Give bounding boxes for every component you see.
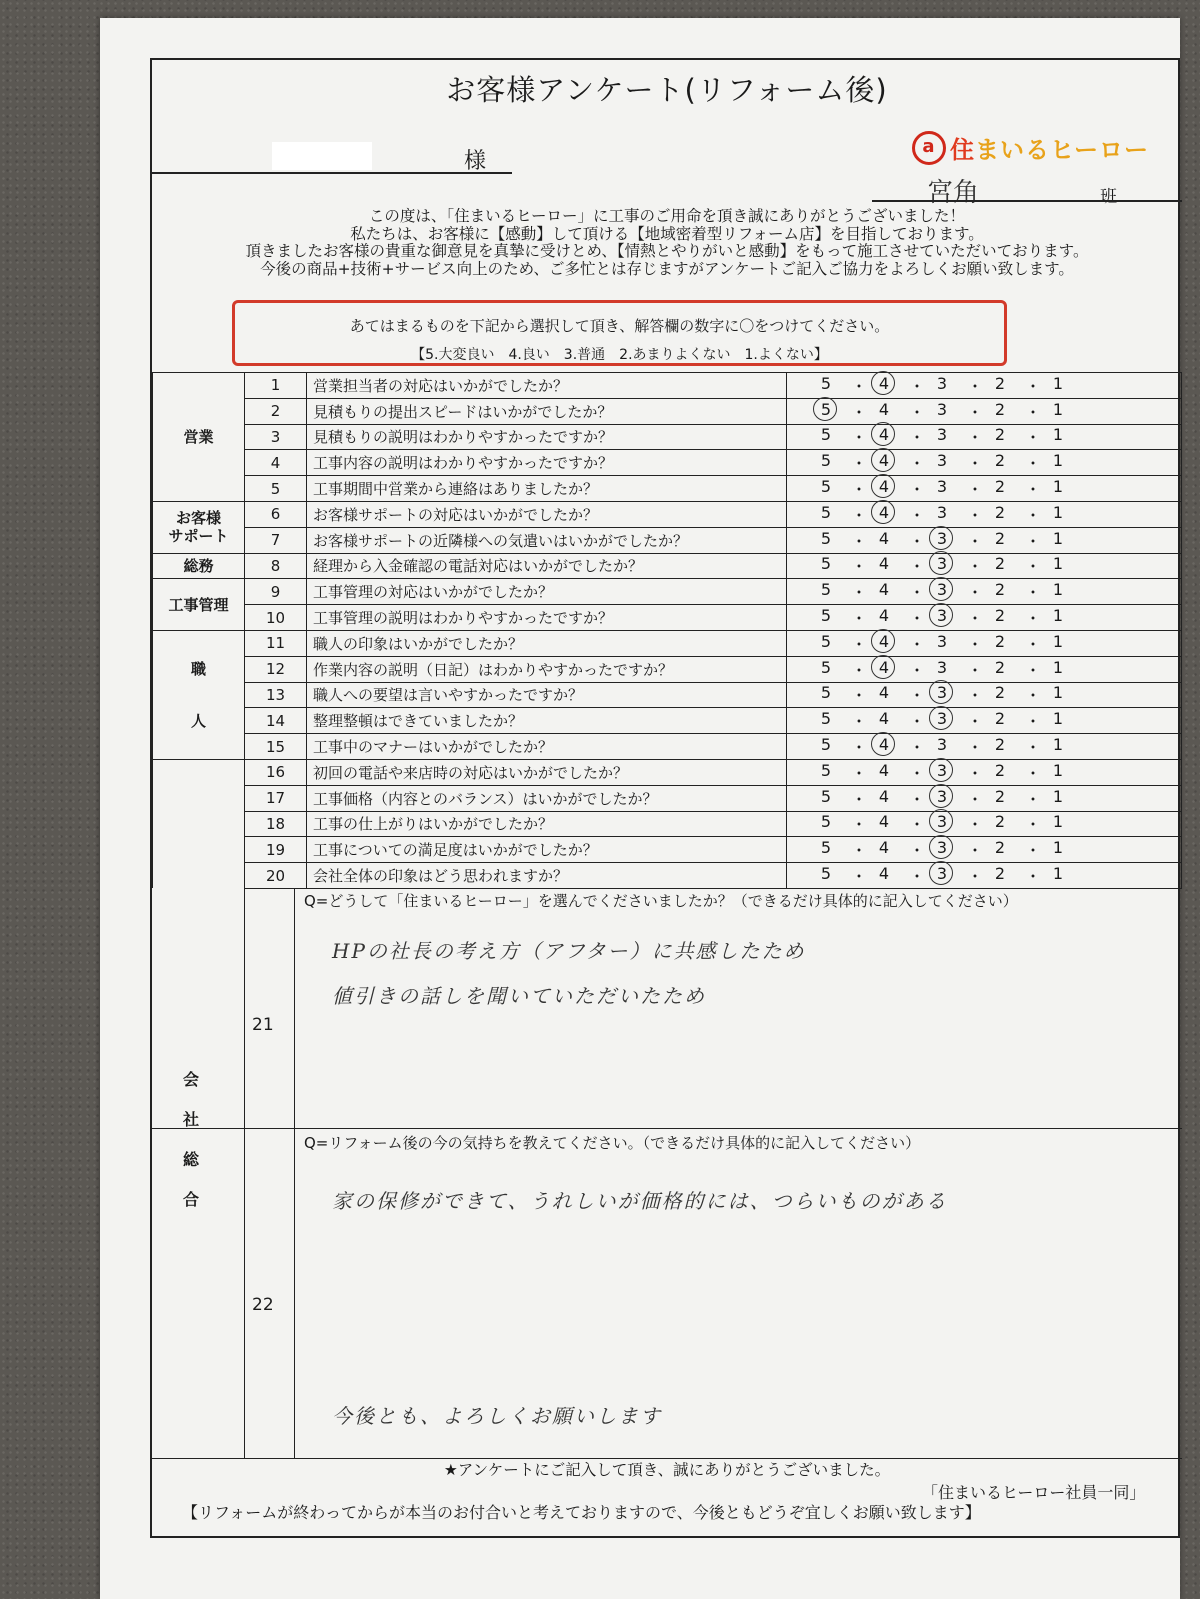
rating-option-selected[interactable]: 3: [933, 812, 951, 835]
question-text: お客様サポートの近隣様への気遣いはいかがでしたか？: [307, 527, 787, 553]
scale-separator: ・: [851, 402, 868, 422]
question-text: お客様サポートの対応はいかがでしたか？: [307, 501, 787, 527]
question-row: [153, 863, 1182, 889]
question-number: 11: [245, 630, 307, 656]
rating-option[interactable]: 1: [1052, 760, 1064, 780]
rating-option[interactable]: 2: [994, 502, 1006, 522]
rating-scale: [787, 759, 1182, 785]
rating-option-selected[interactable]: 4: [875, 632, 893, 655]
scale-separator: ・: [909, 763, 926, 783]
rating-option[interactable]: 2: [994, 812, 1006, 832]
question-number: 20: [245, 863, 307, 889]
rating-option[interactable]: 2: [994, 425, 1006, 445]
rating-option[interactable]: 5: [820, 373, 832, 393]
rating-option[interactable]: 2: [994, 477, 1006, 497]
rating-option[interactable]: 4: [878, 864, 890, 884]
scale-separator: ・: [909, 583, 926, 603]
scale-separator: ・: [967, 505, 984, 525]
category-label: 営業: [153, 373, 245, 502]
question-number: 16: [245, 759, 307, 785]
scale-separator: ・: [851, 376, 868, 396]
question-number: 18: [245, 811, 307, 837]
rating-option-selected[interactable]: 3: [933, 554, 951, 577]
rating-scale: [787, 708, 1182, 734]
scale-separator: ・: [1025, 376, 1042, 396]
rating-option[interactable]: 4: [878, 709, 890, 729]
question-text: 工事管理の説明はわかりやすかったですか？: [307, 605, 787, 631]
scale-separator: ・: [967, 763, 984, 783]
rating-option[interactable]: 4: [878, 760, 890, 780]
rating-option[interactable]: 5: [820, 812, 832, 832]
scale-separator: ・: [909, 505, 926, 525]
rating-option[interactable]: 3: [936, 451, 948, 471]
rating-option-selected[interactable]: 3: [933, 580, 951, 603]
question-text: 工事についての満足度はいかがでしたか？: [307, 837, 787, 863]
logo-mark-icon: a: [912, 131, 946, 165]
scale-separator: ・: [909, 428, 926, 448]
rating-scale: [787, 553, 1182, 579]
scale-separator: ・: [967, 789, 984, 809]
question-number: 13: [245, 682, 307, 708]
scale-separator: ・: [967, 660, 984, 680]
rating-option[interactable]: 1: [1052, 554, 1064, 574]
question-number: 5: [245, 476, 307, 502]
question-number: 1: [245, 373, 307, 399]
rating-option-selected[interactable]: 5: [817, 400, 835, 423]
scale-separator: ・: [851, 634, 868, 654]
scale-separator: ・: [851, 480, 868, 500]
scale-separator: ・: [1025, 789, 1042, 809]
answer-21-line-1: HPの社長の考え方（アフター）に共感したため: [332, 939, 806, 963]
question-row: [153, 656, 1182, 682]
rating-option[interactable]: 1: [1052, 631, 1064, 651]
rating-option[interactable]: 2: [994, 786, 1006, 806]
rating-option[interactable]: 1: [1052, 657, 1064, 677]
scale-separator: ・: [1025, 634, 1042, 654]
scale-separator: ・: [851, 686, 868, 706]
rating-option-selected[interactable]: 4: [875, 374, 893, 397]
scale-separator: ・: [909, 376, 926, 396]
scale-separator: ・: [851, 583, 868, 603]
question-row: [153, 398, 1182, 424]
scale-separator: ・: [967, 686, 984, 706]
rating-option[interactable]: 5: [820, 838, 832, 858]
rating-option[interactable]: 1: [1052, 451, 1064, 471]
rating-option-selected[interactable]: 3: [933, 787, 951, 810]
question-text: 職人への要望は言いやすかったですか？: [307, 682, 787, 708]
rating-option[interactable]: 2: [994, 735, 1006, 755]
rating-option[interactable]: 1: [1052, 399, 1064, 419]
question-row: [153, 837, 1182, 863]
scale-separator: ・: [1025, 867, 1042, 887]
scale-separator: ・: [851, 531, 868, 551]
rating-option[interactable]: 3: [936, 399, 948, 419]
rating-option[interactable]: 5: [820, 580, 832, 600]
scale-separator: ・: [909, 634, 926, 654]
scale-separator: ・: [967, 402, 984, 422]
rating-option[interactable]: 2: [994, 554, 1006, 574]
customer-name-line: [152, 172, 512, 174]
rating-option[interactable]: 4: [878, 786, 890, 806]
question-row: [153, 553, 1182, 579]
customer-name-redacted: [272, 142, 372, 170]
scale-separator: ・: [851, 557, 868, 577]
scale-separator: ・: [1025, 428, 1042, 448]
scale-separator: ・: [909, 789, 926, 809]
scale-separator: ・: [1025, 686, 1042, 706]
question-row: [153, 682, 1182, 708]
scale-separator: ・: [1025, 402, 1042, 422]
scale-separator: ・: [1025, 454, 1042, 474]
scale-separator: ・: [1025, 609, 1042, 629]
rating-option[interactable]: 5: [820, 864, 832, 884]
rating-option-selected[interactable]: 4: [875, 735, 893, 758]
rating-scale: [787, 527, 1182, 553]
rating-option[interactable]: 2: [994, 373, 1006, 393]
rating-option-selected[interactable]: 4: [875, 658, 893, 681]
rating-option-selected[interactable]: 3: [933, 761, 951, 784]
survey-title: お客様アンケート(リフォーム後): [446, 73, 888, 107]
rating-scale: [787, 501, 1182, 527]
rating-scale: [787, 373, 1182, 399]
rating-option[interactable]: 4: [878, 580, 890, 600]
category-label: お客様 サポート: [153, 501, 245, 553]
rating-option[interactable]: 2: [994, 864, 1006, 884]
scale-separator: ・: [967, 609, 984, 629]
rating-option[interactable]: 2: [994, 451, 1006, 471]
rating-option[interactable]: 3: [936, 735, 948, 755]
category-label: 職 人: [153, 630, 245, 759]
team-line: [872, 200, 1182, 202]
answer-22-line-1: 家の保修ができて、うれしいが価格的には、つらいものがある: [332, 1189, 948, 1213]
rating-option[interactable]: 4: [878, 683, 890, 703]
scale-separator: ・: [967, 841, 984, 861]
scale-separator: ・: [967, 583, 984, 603]
scale-separator: ・: [851, 789, 868, 809]
scale-separator: ・: [1025, 505, 1042, 525]
rating-option-selected[interactable]: 3: [933, 529, 951, 552]
rating-option[interactable]: 1: [1052, 838, 1064, 858]
rating-option-selected[interactable]: 3: [933, 838, 951, 861]
question-row: [153, 605, 1182, 631]
scale-separator: ・: [851, 609, 868, 629]
question-text: 作業内容の説明（日記）はわかりやすかったですか？: [307, 656, 787, 682]
rating-option[interactable]: 2: [994, 528, 1006, 548]
question-row: [153, 734, 1182, 760]
rating-option[interactable]: 2: [994, 838, 1006, 858]
rating-option[interactable]: 3: [936, 373, 948, 393]
rating-scale: [787, 476, 1182, 502]
scale-separator: ・: [967, 480, 984, 500]
rating-option-selected[interactable]: 4: [875, 477, 893, 500]
scale-separator: ・: [851, 505, 868, 525]
question-row: [153, 501, 1182, 527]
survey-frame: お客様アンケート(リフォーム後) 様 a 住まいるヒーロー 宮角 班 この度は、「住まいるヒーロー」に工事のご用命を頂き誠にありがとうございました！ 私たちは、お客様に【感動】して頂ける【地域密着型リフォーム店】を目指しております。 頂きましたお客様の貴重な御意見を真摯に受けとめ、【情熱とやりがいと感動】をもって施工させていただいております。 今後の商品+技術+サービス向上のため、ご多忙とは存じますがアンケートご記入ご協力をよろしくお願い致します。 あてはまるものを下記から選択して頂き、解答欄の数字に〇をつけてください。 【5.大変良い 4.良い 3.普通 2.あまりよくない 1.よくない】 営業 1 営業担当者の対応はいかがでしたか？ 5 ・ 4 ・ 3 ・ 2 ・ 1 2 見積もりの提出スピードはいかがでしたか？ 5 ・ 4 ・ 3 ・ 2 ・ 1 3 見積もりの説明はわかりやすかったですか？ 5 ・ 4 ・ 3 ・ 2 ・ 1 4 工事内容の説明はわかりやすかったですか？ 5 ・ 4 ・ 3 ・ 2 ・ 1 5 工事期間中営業から連絡はありましたか？ 5 ・ 4 ・ 3 ・ 2 ・ 1 お客様 サポート 6 お客様サポートの対応はいかがでしたか？ 5 ・ 4 ・ 3 ・ 2 ・ 1 7 お客様サポートの近隣様への気遣いはいかがでしたか？ 5 ・ 4 ・ 3 ・ 2 ・ 1 総務 8 経理から入金確認の電話対応はいかがでしたか？ 5 ・ 4 ・ 3 ・ 2 ・ 1 工事管理 9 工事管理の対応はいかがでしたか？ 5 ・ 4 ・ 3 ・ 2 ・ 1 10 工事管理の説明はわかりやすかったですか？ 5 ・ 4 ・ 3 ・ 2 ・ 1 職 人 11 職人の印象はいかがでしたか？ 5 ・ 4 ・ 3 ・ 2 ・ 1 12 作業内容の説明（日記）はわかりやすかったですか？ 5 ・ 4 ・ 3 ・ 2 ・ 1 13 職人への要望は言いやすかったですか？ 5 ・ 4 ・ 3 ・ 2 ・ 1 14 整理整頓はできていましたか？ 5 ・ 4 ・ 3 ・ 2 ・ 1 15 工事中のマナーはいかがでしたか？ 5 ・ 4 ・ 3 ・ 2 ・ 1 16 初回の電話や来店時の対応はいかがでしたか？ 5 ・ 4 ・ 3 ・ 2 ・ 1 17 工事価格（内容とのバランス）はいかがでしたか？ 5 ・ 4 ・ 3 ・ 2 ・ 1 18 工事の仕上がりはいかがでしたか？ 5 ・ 4 ・ 3 ・ 2 ・ 1 19 工事についての満足度はいかがでしたか？ 5 ・ 4 ・ 3 ・ 2 ・ 1 20 会社全体の印象はどう思われますか？ 5 ・ 4 ・ 3 ・ 2 ・ 1 会 社 総 合 21 Q=どうして「住まいるヒーロー」を選んでくださいましたか？（できるだけ具体的に記入してください） HPの社長の考え方（アフター）に共感したため 値引きの話しを聞いていただいたため 22 Q=リフォーム後の今の気持ちを教えてください。（できるだけ具体的に記入してください） 家の保修ができて、うれしいが価格的には、つらいものがある 今後とも、よろしくお願いします ★アンケートにご記入して頂き、誠にありがとうございました。 【リフォームが終わってからが本当のお付合いと考えておりますので、今後ともどうぞ宜しくお願い致します】 「住まいるヒーロー社員一同」: [150, 58, 1180, 1538]
scale-separator: ・: [909, 841, 926, 861]
scale-separator: ・: [909, 609, 926, 629]
rating-scale: [787, 450, 1182, 476]
rating-scale: [787, 811, 1182, 837]
rating-option[interactable]: 2: [994, 580, 1006, 600]
scale-separator: ・: [967, 454, 984, 474]
rating-option-selected[interactable]: 3: [933, 606, 951, 629]
scale-separator: ・: [909, 660, 926, 680]
rating-option[interactable]: 1: [1052, 425, 1064, 445]
question-row: [153, 476, 1182, 502]
rating-option[interactable]: 3: [936, 502, 948, 522]
rating-option[interactable]: 4: [878, 606, 890, 626]
question-text: 経理から入金確認の電話対応はいかがでしたか？: [307, 553, 787, 579]
scale-separator: ・: [1025, 738, 1042, 758]
answer-22-line-2: 今後とも、よろしくお願いします: [332, 1404, 662, 1428]
question-text: 見積もりの提出スピードはいかがでしたか？: [307, 398, 787, 424]
rating-option[interactable]: 1: [1052, 683, 1064, 703]
rating-option-selected[interactable]: 4: [875, 503, 893, 526]
question-text: 営業担当者の対応はいかがでしたか？: [307, 373, 787, 399]
rating-option[interactable]: 1: [1052, 709, 1064, 729]
rating-option[interactable]: 5: [820, 477, 832, 497]
question-row: [153, 785, 1182, 811]
scale-separator: ・: [967, 867, 984, 887]
rating-option[interactable]: 2: [994, 606, 1006, 626]
scale-separator: ・: [851, 660, 868, 680]
question-number: 17: [245, 785, 307, 811]
rating-option[interactable]: 4: [878, 528, 890, 548]
scale-separator: ・: [1025, 841, 1042, 861]
scale-separator: ・: [1025, 815, 1042, 835]
rating-option[interactable]: 5: [820, 606, 832, 626]
question-text: 工事中のマナーはいかがでしたか？: [307, 734, 787, 760]
scale-separator: ・: [1025, 763, 1042, 783]
rating-option[interactable]: 5: [820, 528, 832, 548]
rating-option[interactable]: 1: [1052, 864, 1064, 884]
scale-separator: ・: [851, 712, 868, 732]
question-number: 15: [245, 734, 307, 760]
scale-separator: ・: [967, 712, 984, 732]
rating-option[interactable]: 2: [994, 709, 1006, 729]
instruction-banner: [232, 300, 1007, 366]
rating-option[interactable]: 2: [994, 631, 1006, 651]
question-number: 7: [245, 527, 307, 553]
scale-separator: ・: [1025, 531, 1042, 551]
question-row: [153, 373, 1182, 399]
footer-thanks: ★アンケートにご記入して頂き、誠にありがとうございました。: [443, 1461, 891, 1479]
scale-separator: ・: [967, 557, 984, 577]
rating-scale: [787, 630, 1182, 656]
question-text: 整理整頓はできていましたか？: [307, 708, 787, 734]
category-label: [153, 759, 245, 888]
rating-option[interactable]: 5: [820, 502, 832, 522]
rating-option[interactable]: 5: [820, 709, 832, 729]
scale-separator: ・: [909, 738, 926, 758]
scale-separator: ・: [1025, 660, 1042, 680]
question-number: 2: [245, 398, 307, 424]
survey-paper: [100, 18, 1180, 1599]
instruction-line-1: あてはまるものを下記から選択して頂き、解答欄の数字に〇をつけてください。: [349, 317, 890, 335]
rating-option[interactable]: 1: [1052, 502, 1064, 522]
rating-option[interactable]: 5: [820, 683, 832, 703]
scale-separator: ・: [909, 557, 926, 577]
question-text: 工事価格（内容とのバランス）はいかがでしたか？: [307, 785, 787, 811]
scale-separator: ・: [967, 634, 984, 654]
company-logo: a 住まいるヒーロー: [912, 130, 1149, 165]
scale-separator: ・: [909, 686, 926, 706]
rating-option[interactable]: 2: [994, 399, 1006, 419]
question-row: [153, 424, 1182, 450]
scale-separator: ・: [967, 738, 984, 758]
scale-separator: ・: [909, 454, 926, 474]
rating-option[interactable]: 3: [936, 477, 948, 497]
rating-option[interactable]: 2: [994, 683, 1006, 703]
scale-separator: ・: [1025, 583, 1042, 603]
rating-option[interactable]: 2: [994, 657, 1006, 677]
rating-option[interactable]: 1: [1052, 786, 1064, 806]
question-text: 工事期間中営業から連絡はありましたか？: [307, 476, 787, 502]
rating-scale: [787, 863, 1182, 889]
question-number: 14: [245, 708, 307, 734]
scale-separator: ・: [851, 867, 868, 887]
rating-option[interactable]: 1: [1052, 528, 1064, 548]
rating-option[interactable]: 4: [878, 838, 890, 858]
question-number: 9: [245, 579, 307, 605]
rating-option[interactable]: 5: [820, 786, 832, 806]
answer-21-line-2: 値引きの話しを聞いていただいたため: [332, 984, 706, 1008]
scale-separator: ・: [851, 763, 868, 783]
team-suffix: 班: [1100, 187, 1117, 207]
question-number: 4: [245, 450, 307, 476]
footer-message: 【リフォームが終わってからが本当のお付合いと考えておりますので、今後ともどうぞ宜しくお願い致します】: [182, 1503, 981, 1522]
rating-scale: [787, 837, 1182, 863]
footer-signature: 「住まいるヒーロー社員一同」: [922, 1483, 1146, 1502]
rating-option[interactable]: 5: [820, 735, 832, 755]
rating-option[interactable]: 5: [820, 760, 832, 780]
rating-option[interactable]: 3: [936, 657, 948, 677]
question-text: 職人の印象はいかがでしたか？: [307, 630, 787, 656]
scale-separator: ・: [909, 531, 926, 551]
question-row: [153, 811, 1182, 837]
question-text: 工事内容の説明はわかりやすかったですか？: [307, 450, 787, 476]
rating-scale: [787, 579, 1182, 605]
rating-option[interactable]: 1: [1052, 812, 1064, 832]
rating-option[interactable]: 4: [878, 812, 890, 832]
question-text: 工事管理の対応はいかがでしたか？: [307, 579, 787, 605]
category-label: 総務: [153, 553, 245, 579]
rating-scale: [787, 424, 1182, 450]
rating-option[interactable]: 2: [994, 760, 1006, 780]
question-text: 工事の仕上がりはいかがでしたか？: [307, 811, 787, 837]
rating-option-selected[interactable]: 4: [875, 451, 893, 474]
scale-separator: ・: [909, 815, 926, 835]
question-row: [153, 759, 1182, 785]
scale-separator: ・: [967, 531, 984, 551]
scale-separator: ・: [909, 712, 926, 732]
rating-option[interactable]: 5: [820, 657, 832, 677]
rating-scale: [787, 605, 1182, 631]
question-number: 6: [245, 501, 307, 527]
rating-option[interactable]: 1: [1052, 735, 1064, 755]
question-row: [153, 450, 1182, 476]
rating-option[interactable]: 3: [936, 631, 948, 651]
rating-option[interactable]: 1: [1052, 373, 1064, 393]
scale-separator: ・: [1025, 712, 1042, 732]
scale-separator: ・: [1025, 480, 1042, 500]
rating-option[interactable]: 5: [820, 451, 832, 471]
question-row: [153, 527, 1182, 553]
question-text: 会社全体の印象はどう思われますか？: [307, 863, 787, 889]
team-name: 宮角: [927, 178, 980, 208]
rating-option[interactable]: 1: [1052, 606, 1064, 626]
question-text: 見積もりの説明はわかりやすかったですか？: [307, 424, 787, 450]
scale-separator: ・: [967, 376, 984, 396]
rating-legend: 【5.大変良い 4.良い 3.普通 2.あまりよくない 1.よくない】: [411, 347, 828, 363]
rating-option-selected[interactable]: 3: [933, 709, 951, 732]
question-row: [153, 579, 1182, 605]
rating-option[interactable]: 3: [936, 425, 948, 445]
rating-option[interactable]: 4: [878, 399, 890, 419]
question-number: 12: [245, 656, 307, 682]
customer-suffix: 様: [464, 149, 487, 174]
rating-option[interactable]: 4: [878, 554, 890, 574]
question-number: 19: [245, 837, 307, 863]
rating-option[interactable]: 1: [1052, 477, 1064, 497]
intro-text: この度は、「住まいるヒーロー」に工事のご用命を頂き誠にありがとうございました！ 私たちは、お客様に【感動】して頂ける【地域密着型リフォーム店】を目指しております。 頂きましたお客様の貴重な御意見を真摯に受けとめ、【情熱とやりがいと感動】をもって施工させていただいております。 今後の商品+技術+サービス向上のため、ご多忙とは存じますがアンケートご記入ご協力をよろしくお願い致します。: [245, 207, 1089, 278]
rating-option-selected[interactable]: 3: [933, 864, 951, 887]
category-company: 会 社 総 合: [182, 1070, 199, 1209]
scale-separator: ・: [851, 815, 868, 835]
scale-separator: ・: [967, 815, 984, 835]
scale-separator: ・: [1025, 557, 1042, 577]
question-number: 8: [245, 553, 307, 579]
scale-separator: ・: [851, 841, 868, 861]
scale-separator: ・: [909, 402, 926, 422]
scale-separator: ・: [909, 480, 926, 500]
rating-table: [152, 372, 1182, 889]
scale-separator: ・: [909, 867, 926, 887]
question-row: [153, 708, 1182, 734]
scale-separator: ・: [851, 738, 868, 758]
category-label: 工事管理: [153, 579, 245, 631]
rating-option-selected[interactable]: 3: [933, 683, 951, 706]
rating-option-selected[interactable]: 4: [875, 425, 893, 448]
question-row: [153, 630, 1182, 656]
rating-option[interactable]: 5: [820, 631, 832, 651]
rating-scale: [787, 785, 1182, 811]
rating-scale: [787, 734, 1182, 760]
rating-scale: [787, 682, 1182, 708]
scale-separator: ・: [851, 454, 868, 474]
question-number: 3: [245, 424, 307, 450]
rating-scale: [787, 656, 1182, 682]
question-text: 初回の電話や来店時の対応はいかがでしたか？: [307, 759, 787, 785]
scale-separator: ・: [967, 428, 984, 448]
scale-separator: ・: [851, 428, 868, 448]
question-number: 10: [245, 605, 307, 631]
rating-option[interactable]: 5: [820, 425, 832, 445]
rating-option[interactable]: 1: [1052, 580, 1064, 600]
rating-option[interactable]: 5: [820, 554, 832, 574]
rating-scale: [787, 398, 1182, 424]
